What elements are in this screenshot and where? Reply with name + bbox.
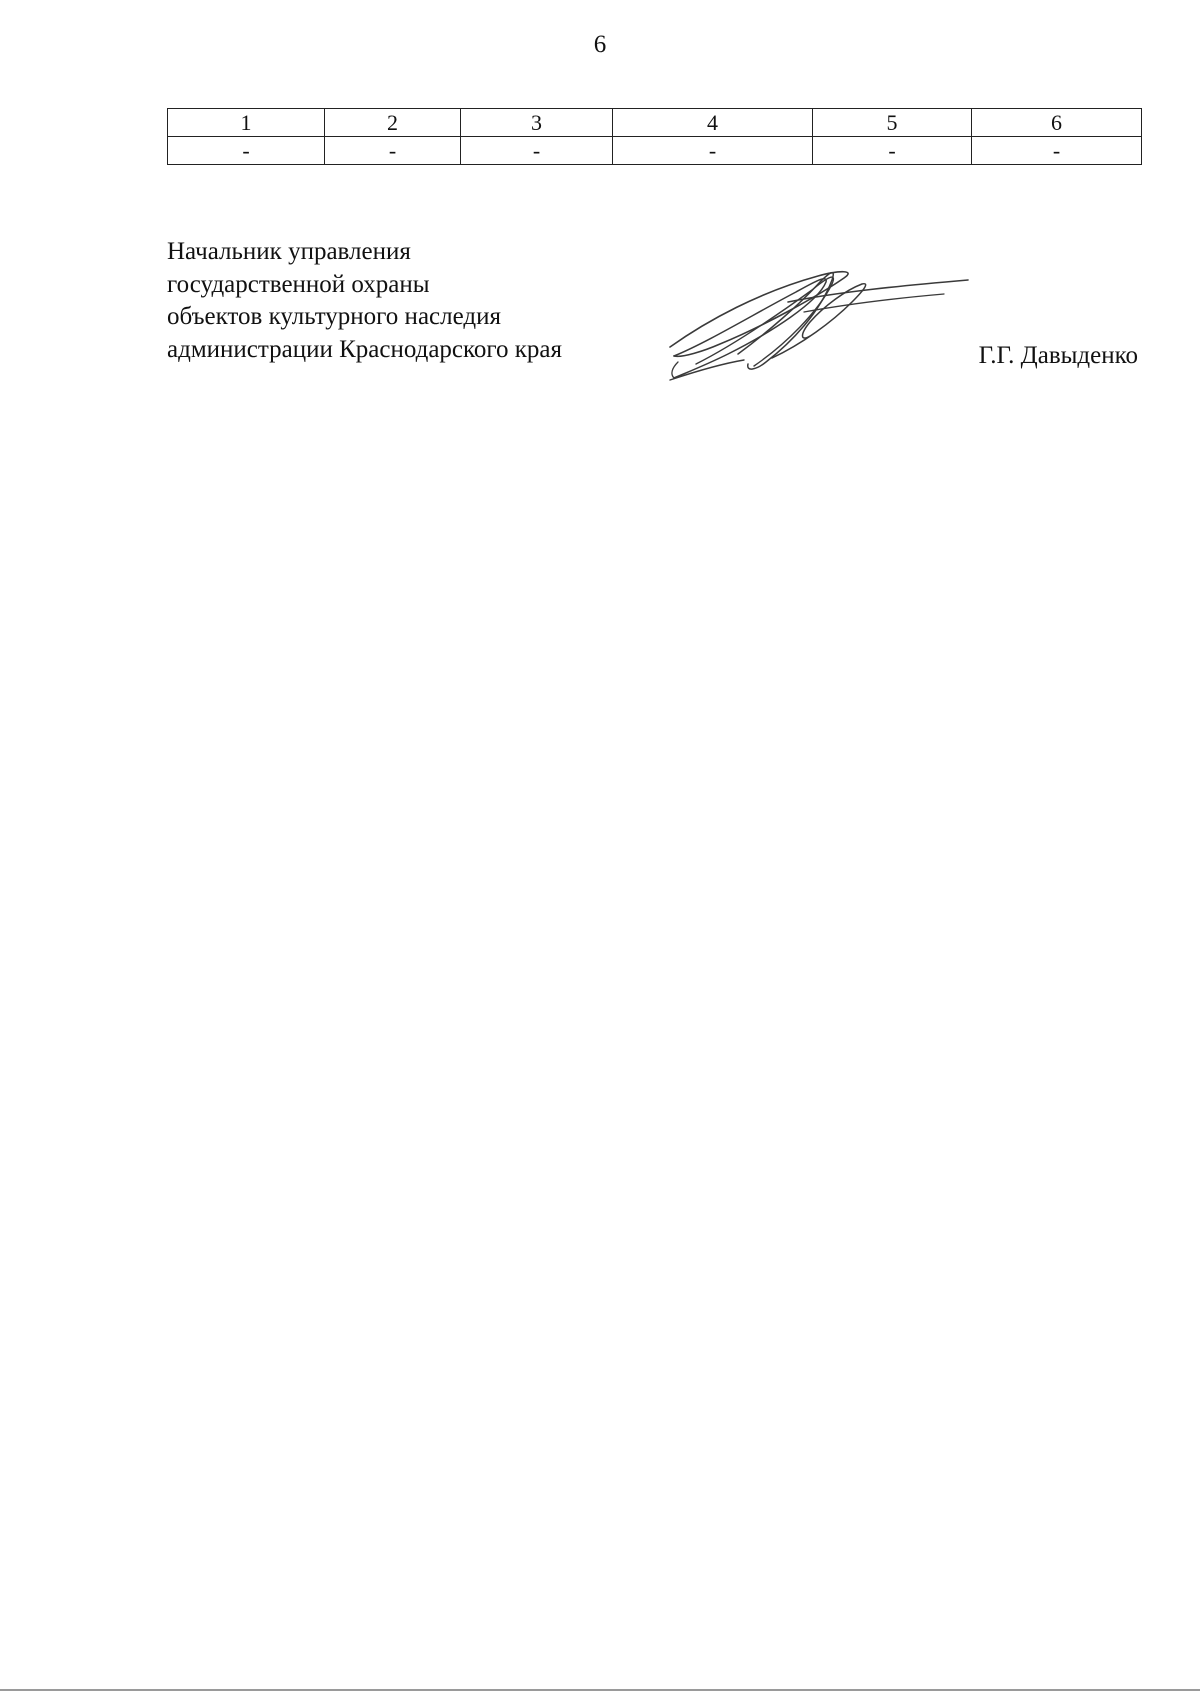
- table-cell: -: [168, 137, 325, 165]
- table-header-cell: 5: [813, 109, 972, 137]
- position-line: государственной охраны: [167, 270, 430, 298]
- table-cell: -: [461, 137, 613, 165]
- table-cell: -: [325, 137, 461, 165]
- table-header-cell: 6: [972, 109, 1142, 137]
- position-line: Начальник управления: [167, 238, 411, 265]
- table-header-row: [168, 109, 1142, 137]
- scan-edge-divider: [0, 1689, 1200, 1691]
- handwritten-signature-icon: [668, 262, 973, 387]
- signer-name: Г.Г. Давыденко: [978, 342, 1138, 369]
- table-cell: -: [972, 137, 1142, 165]
- table-row: [168, 137, 1142, 165]
- table-cell: -: [813, 137, 972, 165]
- page-number: 6: [593, 31, 607, 58]
- table-header-cell: 1: [168, 109, 325, 137]
- table-cell: -: [613, 137, 813, 165]
- table-header-cell: 3: [461, 109, 613, 137]
- data-table: [167, 108, 1142, 165]
- signatory-position: [167, 236, 562, 366]
- position-line: объектов культурного наследия: [167, 303, 501, 330]
- table-header-cell: 2: [325, 109, 461, 137]
- table-header-cell: 4: [613, 109, 813, 137]
- position-line: администрации Краснодарского края: [167, 335, 563, 363]
